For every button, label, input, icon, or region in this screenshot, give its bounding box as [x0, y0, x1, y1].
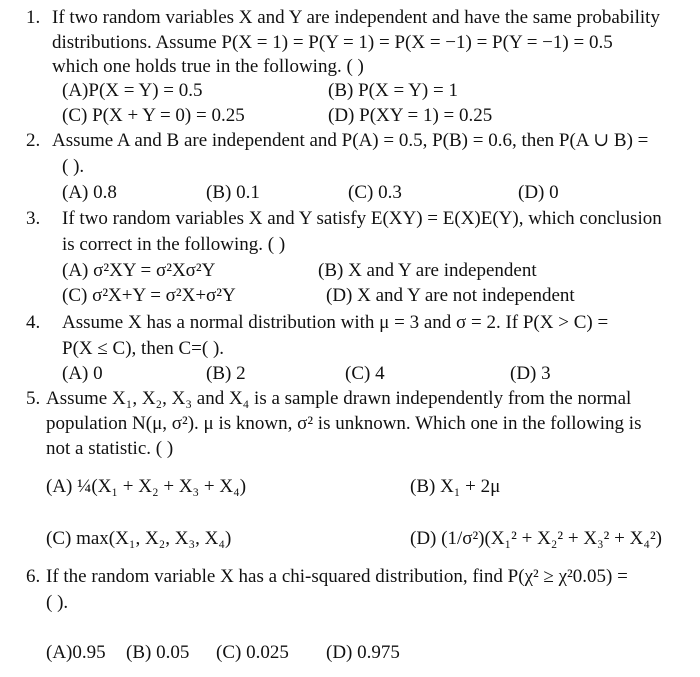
- option-c: (C) P(X + Y = 0) = 0.25: [62, 105, 245, 126]
- question-text-line: Assume X has a normal distribution with μ = 3 and σ = 2. If P(X > C) =: [62, 312, 609, 333]
- question-text-line: If two random variables X and Y satisfy E(XY) = E(X)E(Y), which conclusion: [62, 208, 662, 229]
- option-a: (A) ¼(X₁ + X₂ + X₃ + X₄): [46, 476, 247, 497]
- option-d: (D) 3: [510, 363, 551, 384]
- option-d: (D) 0.975: [326, 642, 400, 663]
- option-c: (C) 4: [345, 363, 385, 384]
- question-text-line: which one holds true in the following. ( ): [52, 56, 364, 77]
- question-text-line: is correct in the following. ( ): [62, 234, 286, 255]
- option-d: (D) 0: [518, 182, 559, 203]
- option-c: (C) σ²X+Y = σ²X+σ²Y: [62, 285, 236, 306]
- option-b: (B) 0.05: [126, 642, 190, 663]
- option-d: (D) P(XY = 1) = 0.25: [328, 105, 493, 126]
- option-b: (B) X and Y are independent: [318, 260, 537, 281]
- question-text-line: P(X ≤ C), then C=( ).: [62, 338, 225, 359]
- option-a: (A) σ²XY = σ²Xσ²Y: [62, 260, 216, 281]
- question-text-line: If the random variable X has a chi-squared distribution, find P(χ² ≥ χ²0.05) =: [46, 566, 628, 587]
- option-d: (D) X and Y are not independent: [326, 285, 575, 306]
- question-number: 1.: [26, 7, 41, 28]
- option-b: (B) X₁ + 2μ: [410, 476, 501, 497]
- question-text-line: population N(μ, σ²). μ is known, σ² is unknown. Which one in the following is: [46, 413, 642, 434]
- question-text-line: distributions. Assume P(X = 1) = P(Y = 1) = P(X = −1) = P(Y = −1) = 0.5: [52, 32, 613, 53]
- option-d: (D) (1/σ²)(X₁² + X₂² + X₃² + X₄²): [410, 528, 662, 549]
- option-a: (A)P(X = Y) = 0.5: [62, 80, 203, 101]
- option-c: (C) 0.025: [216, 642, 289, 663]
- question-text-line: Assume X₁, X₂, X₃ and X₄ is a sample drawn independently from the normal: [46, 388, 632, 409]
- option-a: (A)0.95: [46, 642, 106, 663]
- option-a: (A) 0: [62, 363, 103, 384]
- option-b: (B) P(X = Y) = 1: [328, 80, 458, 101]
- option-b: (B) 0.1: [206, 182, 260, 203]
- option-c: (C) max(X₁, X₂, X₃, X₄): [46, 528, 232, 549]
- option-c: (C) 0.3: [348, 182, 402, 203]
- question-number: 3.: [26, 208, 41, 229]
- option-a: (A) 0.8: [62, 182, 117, 203]
- question-text-line: ( ).: [46, 592, 69, 613]
- question-number: 5.: [26, 388, 41, 409]
- question-text-line: If two random variables X and Y are independent and have the same probability: [52, 7, 660, 28]
- question-text-line: not a statistic. ( ): [46, 438, 174, 459]
- question-text-line: ( ).: [62, 156, 85, 177]
- question-number: 4.: [26, 312, 41, 333]
- question-text-line: Assume A and B are independent and P(A) = 0.5, P(B) = 0.6, then P(A ∪ B) =: [52, 130, 649, 151]
- option-b: (B) 2: [206, 363, 246, 384]
- question-number: 6.: [26, 566, 41, 587]
- question-number: 2.: [26, 130, 41, 151]
